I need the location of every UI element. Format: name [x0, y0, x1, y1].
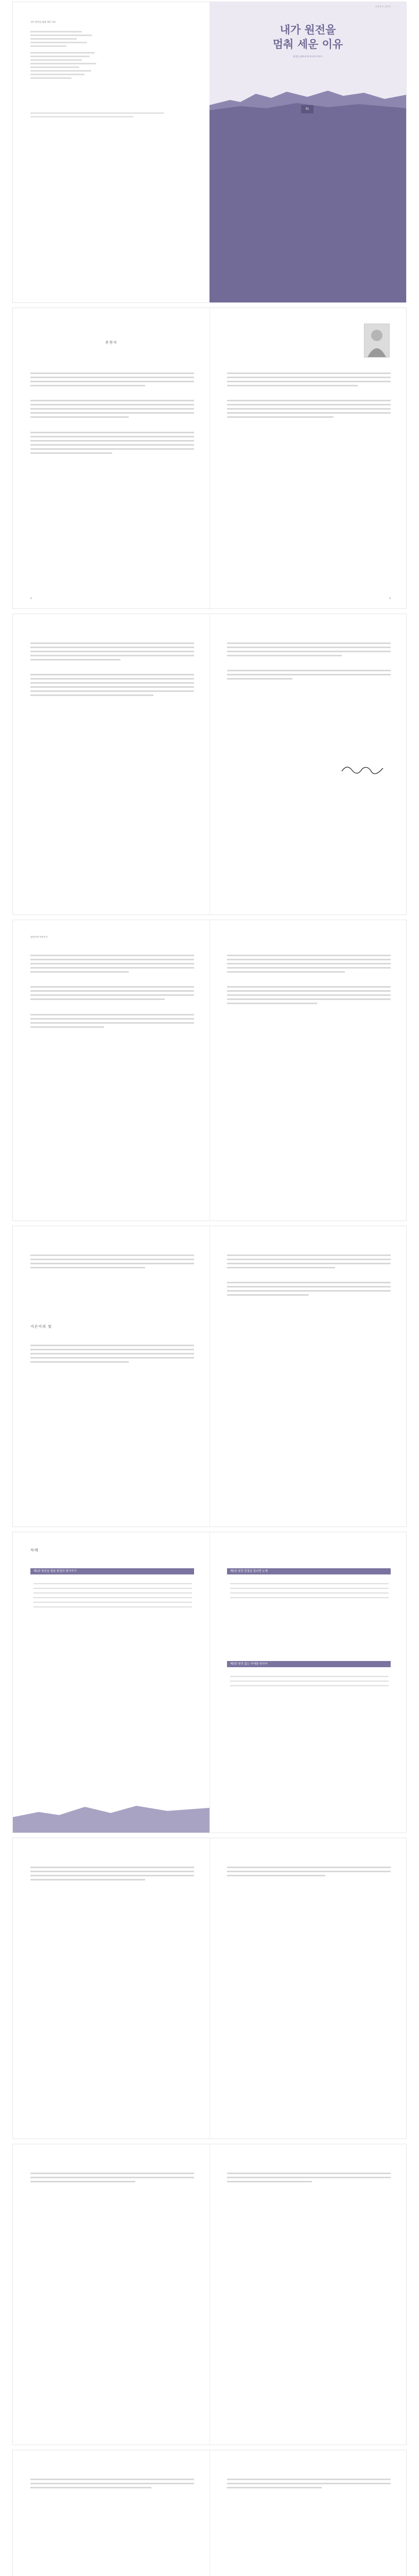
spread-body-2 [13, 2144, 406, 2445]
toc-entries-3 [230, 1672, 389, 1690]
body-2-right [227, 2165, 391, 2412]
page-body-1-right [210, 1838, 406, 2139]
left-header: 내가 원전을 멈춰 세운 이유 [30, 21, 56, 23]
page-copyright [13, 2, 210, 302]
chapter-badge: 01 [301, 105, 313, 113]
body-3-left [30, 2471, 194, 2576]
section-body-right [227, 947, 391, 1194]
page-toc-left [13, 1532, 210, 1833]
page-foreword-left [13, 308, 210, 608]
page-section-right [210, 920, 406, 1221]
spread-body-3 [13, 2450, 406, 2576]
author-photo [364, 324, 390, 358]
page-number-left: 4 [30, 597, 32, 600]
page-title [210, 2, 406, 302]
foreword-2-body-left [30, 635, 194, 882]
isbn-block [30, 110, 174, 120]
toc-part-1: 제1장 원전을 멈춘 판결의 뒷이야기 [30, 1568, 194, 1574]
page-toc-right [210, 1532, 406, 1833]
foreword-body-right [227, 365, 391, 581]
page-section-left [13, 920, 210, 1221]
toc-entries-1 [33, 1580, 192, 1611]
foreword-2-body-right [227, 635, 391, 769]
spread-preface [13, 1226, 406, 1527]
body-2-left [30, 2165, 194, 2412]
page-number-right: 5 [389, 597, 391, 600]
book-title [210, 23, 406, 52]
spread-foreword [13, 308, 406, 608]
preface-body-right [227, 1247, 391, 1494]
preface-top-left [30, 1247, 194, 1319]
page-body-2-right [210, 2144, 406, 2445]
spread-foreword-2 [13, 614, 406, 914]
toc-entries-2 [230, 1580, 389, 1602]
body-1-right [227, 1859, 391, 2106]
page-body-1-left [13, 1838, 210, 2139]
body-3-right [227, 2471, 391, 2576]
subtitle: 원전을 멈추게 한 판사의 이야기 [293, 55, 323, 58]
page-foreword-2-right [210, 614, 406, 914]
toc-part-2: 제2장 원전 판결을 둘러싼 논쟁 [227, 1568, 391, 1574]
spread-cover [13, 2, 406, 302]
preface-heading: 지은이의 말 [30, 1325, 53, 1329]
page-preface-left [13, 1226, 210, 1527]
signature-image [339, 761, 386, 776]
toc-skyline [13, 1797, 210, 1833]
copyright-block [30, 29, 97, 81]
page-preface-right [210, 1226, 406, 1527]
toc-part-3: 제3장 원전 없는 미래를 위하여 [227, 1661, 391, 1667]
body-1-left [30, 1859, 194, 2106]
toc-label: 차례 [30, 1548, 39, 1552]
page-body-2-left [13, 2144, 210, 2445]
spread-section [13, 920, 406, 1221]
preface-body-left [30, 1337, 194, 1502]
title-line-2: 멈춰 세운 이유 [272, 38, 343, 50]
title-line-1: 내가 원전을 [280, 24, 336, 36]
section-body-left [30, 947, 194, 1194]
spread-toc [13, 1532, 406, 1833]
foreword-heading: 추천사 [105, 341, 117, 345]
section-label: 원전이란 무엇인가 [30, 936, 48, 938]
top-tag: 교정 원고 검토본 [375, 5, 391, 8]
page-body-3-left [13, 2450, 210, 2576]
spread-body-1 [13, 1838, 406, 2139]
page-body-3-right [210, 2450, 406, 2576]
page-foreword-2-left [13, 614, 210, 914]
foreword-body-left [30, 365, 194, 581]
page-foreword-right [210, 308, 406, 608]
